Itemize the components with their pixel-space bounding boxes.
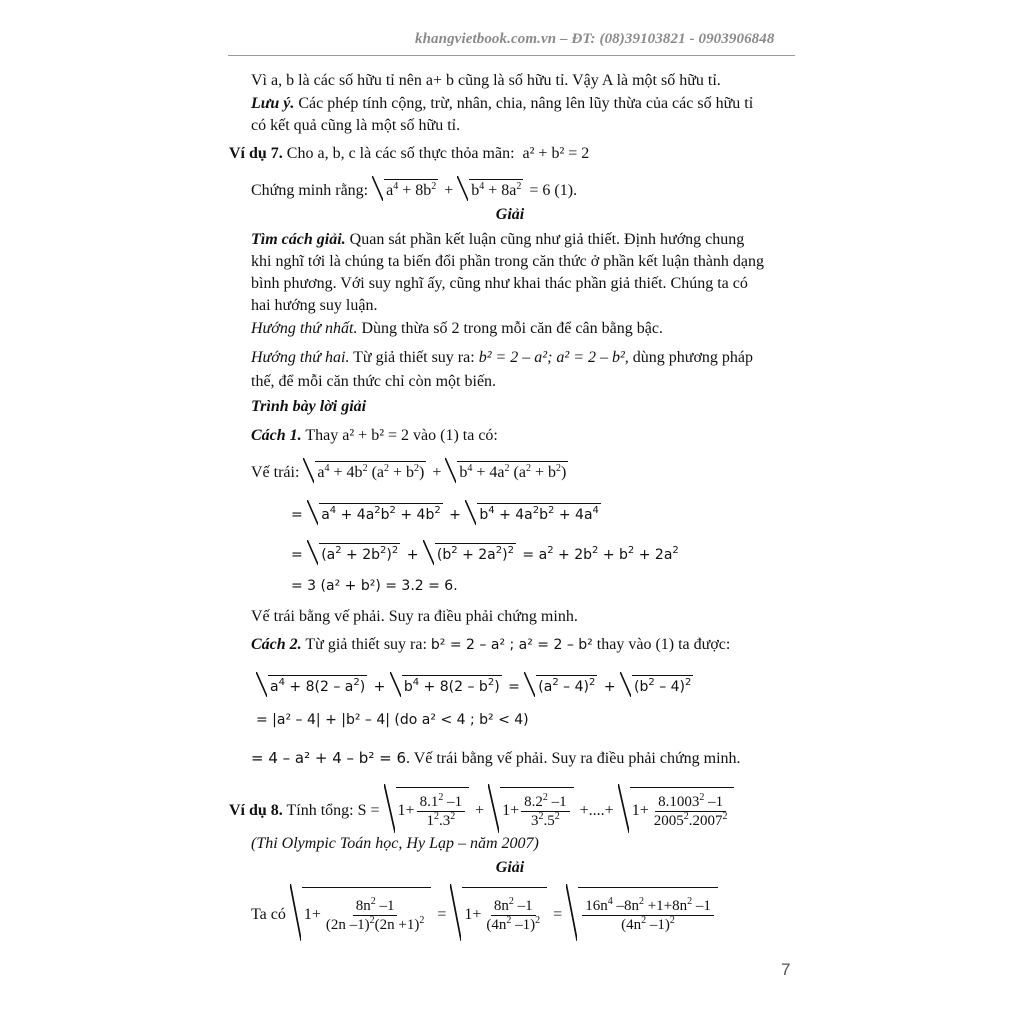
prove-text: Chứng minh rằng: [251,182,369,199]
note-text: Các phép tính cộng, trừ, nhân, chia, nâng lên lũy thừa của các số hữu tỉ [294,95,754,112]
direction-label: Hướng thứ nhất. [251,320,358,337]
sqrt-formula: 1+ $\frac{8.2^2 -1}{3^2.5^2}$ [488,784,574,833]
sqrt-formula: $b^4 + 8(2 - b^2)$ [390,672,502,697]
final-tail: . Vế trái bằng vế phải. Suy ra điều phải chứng minh. [406,750,741,767]
equation-line [251,748,741,769]
text-line: có kết quả cũng là một số hữu tỉ. [251,117,461,134]
equation-line: = |a² – 4| + |b² – 4| (do a² < 4 ; b² < 4) [256,712,529,728]
sqrt-formula: $\frac{16n^4 -8n^2 +1+8n^2 -1}{(4n^2 -1)^2}$ [566,884,718,941]
sqrt-formula: $b^4 + 8a^2$ [457,176,523,201]
sqrt-formula: 1+ $\frac{8n^2 -1}{(4n^2 -1)^2}$ [450,884,547,941]
equation-line: Vế trái: $a^4 + 4b^2$ $(a^2 + b^2) + b^4 + 4a^2$ $(a^2 + b^2)$ [251,458,570,483]
text-line: hai hướng suy luận. [251,297,378,314]
equation-line: = 3 (a² + b²) = 3.2 = 6. [291,578,458,594]
example-7-text: Cho a, b, c là các số thực thỏa mãn: [282,145,515,162]
way-tail: thay vào (1) ta được: [592,636,731,653]
way-label: Cách 2. [251,636,302,653]
sqrt-formula: $b^4 + 4a^2$ $(a^2 + b^2)$ [445,458,568,483]
sqrt-formula: $a^4 + 8(2 - a^2)$ [256,672,367,697]
prove-line: Chứng minh rằng: $a^4 + 8b^2 + b^4 + 8a^2 = 6$ (1). [251,176,577,201]
sqrt-formula: $(b^2 + 2a^2)^2$ [423,540,516,565]
sqrt-formula: $(a^2 - 4)^2$ [524,672,597,697]
sqrt-formula: $a^4 + 4a^2b^2 + 4b^2$ [307,500,443,525]
section-heading: Trình bày lời giải [251,398,367,415]
prove-tail: = 6 (1). [529,182,578,199]
sqrt-formula: 1+ $\frac{8.1^2 -1}{1^2.3^2}$ [384,784,470,833]
formula: = 4 – a² + 4 – b² = 6 [251,749,406,767]
sqrt-formula: $a^4 + 4b^2$ $(a^2 + b^2)$ [303,458,426,483]
note-line [251,94,753,114]
source-note: (Thi Olympic Toán học, Hy Lạp – năm 2007) [251,835,539,852]
example-8-label: Ví dụ 8. [229,802,283,819]
text-line [251,426,498,446]
direction-tail: dùng phương pháp [628,349,754,366]
text-line: Vì a, b là các số hữu tỉ nên a+ b cũng là số hữu tỉ. Vậy A là một số hữu tỉ. [251,72,721,89]
equation-line: = $(a^2 + 2b^2)^2 + (b^2 + 2a^2)^2 = a^2 + 2b^2 + b^2 + 2a^2$ [291,540,679,565]
page-header: khangvietbook.com.vn – ĐT: (08)39103821 - 0903906848 [415,31,775,47]
equation-line: $a^4 + 8(2 - a^2) + b^4 + 8(2 - b^2) = (a^2 - 4)^2 + (b^2 - 4)^2$ [256,672,695,697]
example-8-line: Ví dụ 8. Tính tổng: S = 1+ $\frac{8.1^2 -1}{1^2.3^2}$ + 1+ $\frac{8.2^2 -1}{3^2.5^2}$ +....+ 1+ $\frac{8.1003^2 -1}{2005^2.2007^2}$ [229,784,736,833]
equation-line: Ta có 1+ $\frac{8n^2 -1}{(2n -1)^2(2n +1)^2}$ = 1+ $\frac{8n^2 -1}{(4n^2 -1)^2}$ = $\frac{16n^4 -8n^2 +1+8n^2 -1}{(4n^2 -1)^2}$ [251,884,720,941]
text-line [251,348,753,368]
way-tail: vào (1) ta có: [409,427,498,444]
formula: b² = 2 – a² ; a² = 2 – b² [430,637,593,653]
solution-heading: Giải [495,859,525,876]
example-7-label: Ví dụ 7. [229,145,283,162]
sqrt-formula: $a^4 + 8b^2$ [372,176,438,201]
text-line [251,230,744,250]
sqrt-formula: $b^4 + 4a^2b^2 + 4a^4$ [465,500,601,525]
formula: b² = 2 – a²; a² = 2 – b², [478,349,629,366]
text-line: thế, để mỗi căn thức chỉ còn một biến. [251,373,497,390]
sqrt-formula: 1+ $\frac{8.1003^2 -1}{2005^2.2007^2}$ [618,784,735,833]
left-side-label: Vế trái: [251,464,300,481]
way-text: Thay [301,427,339,444]
page-number: 7 [781,960,791,979]
note-label: Lưu ý. [251,95,295,112]
example-7-line [229,144,589,164]
header-rule [228,55,795,56]
example-8-text: Tính tổng: S = [282,802,380,819]
formula: a² + b² = 2 [522,145,590,162]
taco-text: Ta có [251,906,286,923]
method-text: Quan sát phần kết luận cũng như giả thiết. Định hướng chung [345,231,745,248]
text-line [251,319,663,339]
equation-line: = $a^4 + 4a^2b^2 + 4b^2 + b^4 + 4a^2b^2 + 4a^4$ [291,500,603,525]
text-line: Vế trái bằng vế phải. Suy ra điều phải chứng minh. [251,608,578,625]
direction-text: Dùng thừa số 2 trong mỗi căn để cân bằng bậc. [357,320,663,337]
method-label: Tìm cách giải. [251,231,346,248]
direction-text: Từ giả thiết suy ra: [349,349,475,366]
sqrt-formula: $(b^2 - 4)^2$ [620,672,693,697]
sqrt-formula: $(a^2 + 2b^2)^2$ [307,540,400,565]
way-label: Cách 1. [251,427,302,444]
solution-heading: Giải [495,206,525,223]
sqrt-formula: 1+ $\frac{8n^2 -1}{(2n -1)^2(2n +1)^2}$ [290,884,431,941]
formula: a² + b² = 2 [342,427,410,444]
way-text: Từ giả thiết suy ra: [301,636,427,653]
text-line: bình phương. Với suy nghĩ ấy, cũng như khai thác phần giả thiết. Chúng ta có [251,275,748,292]
direction-label: Hướng thứ hai. [251,349,350,366]
text-line: khi nghĩ tới là chúng ta biến đổi phần trong căn thức ở phần kết luận thành dạng [251,253,765,270]
text-line [251,635,730,655]
